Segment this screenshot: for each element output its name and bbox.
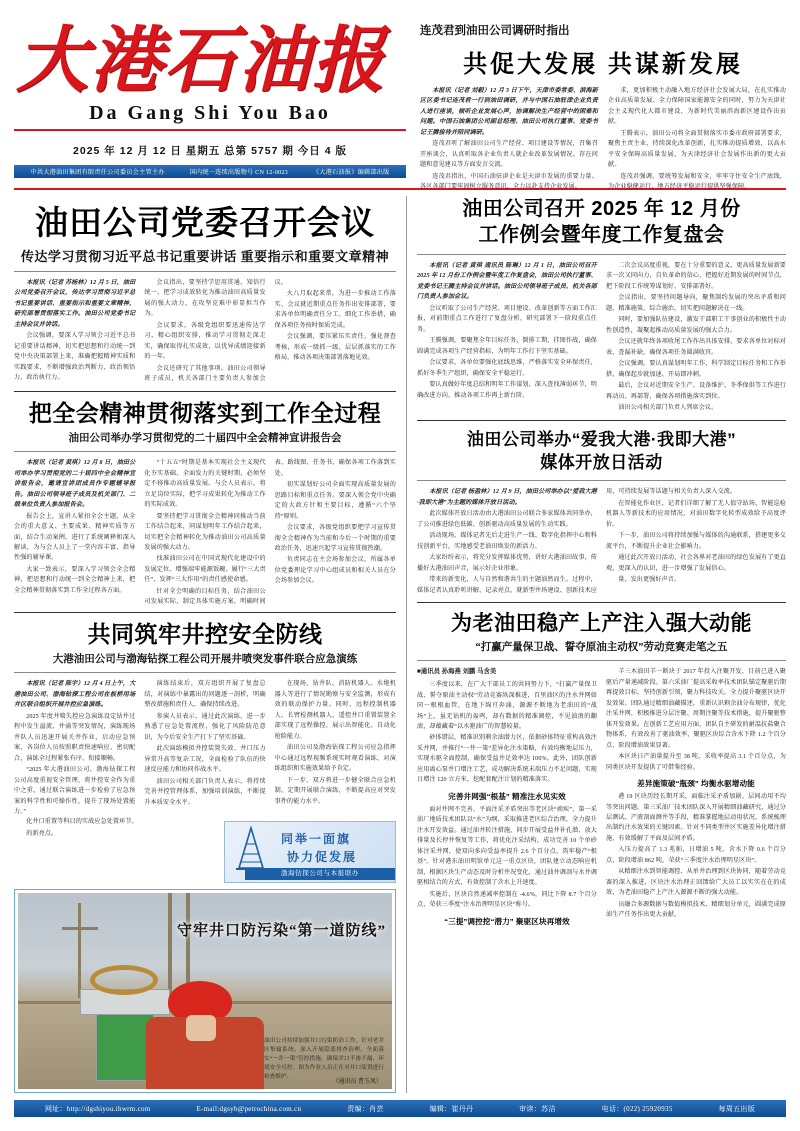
story-two <box>14 400 396 608</box>
paragraph: 报告会上，宣讲人紧扣全会主题，从全会的重大意义、主要成果、精神实质等方面，结合生动案例，进行了系统阐释和深入解读，为与会人员上了一堂内容丰富、指导性强的辅导课。 <box>14 513 136 562</box>
paragraph: 会议指出，要坚持学思用贯通、知信行统一，把学习成效转化为推动油田高质量发展的强大动力，在攻坚克难中彰显担当作为。 <box>144 279 266 318</box>
publisher-cn-number: 国内统一连续出版物号 CN 12-0023 <box>189 168 288 176</box>
paragraph: 会议还研究了其他事项。油田公司领导班子成员，机关各部门主要负责人参加会议。 <box>144 279 288 383</box>
story-six-headline: 为老油田稳产上产注入强大动能 <box>451 612 752 636</box>
oil-derrick-icon <box>230 826 272 870</box>
paragraph: 大家纷纷表示，将充分发挥媒体优势，讲好大港油田故事，传播好大港油田声音，展示好企业形象。 <box>417 555 597 572</box>
paragraph: 在智能化作业区，记者们详细了解了无人值守站场、智能巡检机器人等新技术的应用情况，对油田数字化转型成效给予高度评价。 <box>606 500 786 528</box>
story-six-subsection-title: “三提”调控挖“潜力” 聚驱区块再增效 <box>444 916 570 926</box>
paragraph: 会议要求，各单位要强化底线思维，严格落实安全环保责任，抓好冬季生产组织，确保安全平稳运行。 <box>417 360 597 377</box>
story-five-headline-1: 油田公司举办“爱我大港·我即大港” <box>466 429 737 449</box>
paragraph: 港 19 区块历经长期开采，面临注采矛盾加剧、层间动用不均等突出问题。第三采油厂技术团队深入开展精细油藏研究，通过分层测试、产液剖面测井等手段，精准掌握地层动用状况，系统梳理出制约注水效果的关键因素。针对不同类型井区实施差异化增注措施，有效缓解了平面及层间矛盾。 <box>606 794 786 842</box>
paragraph: 从精细注水到智能调控、从单井治理到区块协同，随着劳动竞赛的深入推进，区块注水治理正回馈给广大员工以实实在在的成效，为老油田稳产上产注入源源不断的强大动能。 <box>606 869 786 897</box>
paragraph: 会议要求，各级党组织要把学习宣传贯彻全会精神作为当前和今后一个时期的重要政治任务，迅速兴起学习宣传贯彻热潮。 <box>274 525 396 552</box>
story-six-subhead: “打赢产量保卫战、誓夺原油主动权”劳动竞赛走笔之五 <box>475 642 728 654</box>
paragraph: 王腾表示，油田公司将全面贯彻落实市委市政府部署要求，聚焦主责主业，持续深化改革创新，扎实推动提质增效，以高水平安全保障高质量发展，为天津经济社会发展作出新的更大贡献。 <box>608 130 786 169</box>
paragraph: 会议强调，要深入学习领会习近平总书记重要讲话精神，切实把思想和行动统一到党中央决策部署上来，准确把握精神实质和实践要求，不断增强政治判断力、政治领悟力、政治执行力。 <box>14 333 136 382</box>
utility-pole <box>168 893 172 1003</box>
story-three <box>14 621 396 884</box>
paragraph: 参演人员表示，通过此次演练，进一步熟悉了应急处置流程，强化了风险防范意识，为今后安全生产打下了坚实基础。 <box>144 713 266 741</box>
paragraph: 会议要求，各级党组织要迅速传达学习，精心组织安排，推动学习贯彻走深走实，确保取得扎实成效，以优异成绩迎接新的一年。 <box>144 322 266 361</box>
story-three-lead: 本报讯（记者 陈宇）12 月 4 日上午，大港油田公司、渤海钻探工程公司在板桥用场井区联合组织开展井控应急演练。 <box>14 681 136 709</box>
paragraph: 量，发出更强好声音。 <box>618 577 681 584</box>
paragraph: 油田公司相关部门负责人列席会议。 <box>618 405 718 412</box>
divider <box>14 672 396 673</box>
paragraph: “十五五”时期是基本实现社会主义现代化夯实基础、全面发力的关键时期，必须坚定不移推动高质量发展。与会人员表示，将立足岗位实际，把学习成果转化为推动工作的实际成效。 <box>144 460 266 509</box>
publisher-sponsor: 中共大港油田集团有限责任公司委员会主管主办 <box>30 168 165 176</box>
paragraph: 会议强调，要认真谋划明年工作，科学制定目标任务和工作举措，确保起步就加速、开局即冲刺。 <box>606 361 786 378</box>
main-content <box>14 196 786 1093</box>
story-five-lead: 本报讯（记者 杨盈林）12 月 9 日，油田公司举办以“爱我大港·我即大港”为主题的媒体开放日活动。 <box>417 489 597 506</box>
footer-website[interactable]: 网址：http://dgshiyou.ihwrm.com <box>44 1104 151 1113</box>
divider <box>417 480 786 481</box>
top-story-body <box>420 86 786 194</box>
paragraph: 连茂君听了解油田公司生产经营、项目建设等情况，召集召开座谈会，认真听取各企业负责人就企业改革发展情况、存在问题和意见建议等方面发言交流。 <box>420 141 598 169</box>
masthead-red-rule <box>14 129 406 131</box>
story-three-body <box>14 679 396 817</box>
paragraph: 油田公司及渤海钻探工程公司应急指挥中心通过远程视频系统实时观看演练，对演练组织和实施效果给予肯定。 <box>274 745 396 773</box>
paragraph: 火八月取起来常，为进一步推动工作落实，会议就近期重点任务作出安排部署，要求各单位明确责任分工、细化工作举措，确保各项任务按时保质完成。 <box>274 291 396 329</box>
photo-image <box>18 893 392 1089</box>
divider <box>14 612 396 613</box>
divider <box>417 254 786 255</box>
lead-story-headline: 油田公司党委召开会议 <box>35 204 375 241</box>
paragraph: 的新亮点。 <box>26 830 58 837</box>
newspaper-title-cn: 大港石油报 <box>16 21 387 101</box>
footer-phone: 电话：(022) 25920935 <box>601 1104 673 1113</box>
paragraph: 通过此次开放日活动，社会各界对老油田的绿色发展有了更直观、更深入的认识，进一步增强了发展信心。 <box>606 555 786 572</box>
story-five <box>417 429 786 597</box>
paragraph: 2025 年度井喷失控应急演练设定钻井过程中发生溢流、井涌等突发情况，演练现场井队人员迅速开展关井作业，启动应急预案，各岗位人员按照职责快速响应、密切配合，演练全过程紧张有序、衔接顺畅。 <box>14 713 136 762</box>
paragraph: 连茂君强调，要统筹发展和安全，牢牢守住安全生产底线，为企业稳健运行、地方经济平稳运行提供坚强保障。 <box>608 173 786 191</box>
publisher-editorial: 《大港石油报》编辑部出版 <box>312 168 390 176</box>
story-four-headline-2: 工作例会暨年度工作复盘会 <box>478 224 725 246</box>
story-five-headline-2: 媒体开放日活动 <box>540 452 663 472</box>
right-column <box>406 196 786 1093</box>
pole-crossarm <box>62 927 98 930</box>
worker-face <box>186 1015 216 1041</box>
paragraph: 此次演练模拟井控装置失效、井口压力异常升高等复杂工况，全面检验了队伍的快速反应能力和协同作战水平。 <box>144 746 266 774</box>
story-two-body <box>14 458 396 608</box>
story-four-body <box>417 261 786 414</box>
newspaper-title-pinyin: Da Gang Shi You Bao <box>89 101 331 124</box>
lead-story <box>14 204 396 385</box>
paragraph: 初实谋划好公司全面实现高质量发展的思路目标和重点任务。要深入领会党中央确定的大政方针和主要目标，遵循“六个坚持”原则。 <box>274 482 396 520</box>
paragraph: 实施后，区块自然递减率控制在 -4.6%，同比下降 8.7 个百分点，荣获三季度“注水治理明星区块”称号。 <box>417 891 597 909</box>
story-six-body <box>417 667 786 927</box>
divider <box>14 391 396 392</box>
paragraph: 此次媒体开放日活动由大港油田公司联合多家媒体共同举办，了公司推进绿色低碳、创新驱动高质量发展的生动实践。 <box>417 511 597 528</box>
photo-caption: 守牢井口防污染“第一道防线” <box>176 923 386 940</box>
footer-chief-editor: 责编：肖芸 <box>347 1104 384 1113</box>
story-six <box>417 611 786 927</box>
paragraph: “2025 年大港油田公司、渤海钻探工程公司高度重视安全管理，将井控安全作为重中之重，通过联合演练进一步检验了应急预案的科学性和可操作性，提升了现场处置能力。” <box>14 767 136 815</box>
story-four-lead: 本报讯（记者 黄琪 通讯员 陈琳）12 月 1 日，油田公司召开 2025 年 12 月份工作例会暨年度工作复盘会，油田公司执行董事、党委书记王腾主持会议并讲话。油田公司领导班子成员、机关各部门负责人参加会议。 <box>417 263 597 301</box>
footer-email[interactable]: E-mail:dgsyb@petrochina.com.cn <box>196 1104 302 1113</box>
story-two-headline: 把全会精神贯彻落实到工作全过程 <box>28 399 382 426</box>
paragraph: 连茂君指出，中国石油驻津企业是天津市发展的重要力量。各区各部门要牢固树立服务意识，全力以赴支持企业发展。 <box>420 173 598 191</box>
paragraph: 本区块日产油量提升至 38 吨，采收率提高 3.1 个百分点，为同类区块开发提供了可借鉴经验。 <box>606 754 786 771</box>
ad-sponsor: 渤海钻探公司与本报联办 <box>245 868 395 880</box>
paragraph: 找准油田公司在中国式现代化建设中的发展定位，增强端牢能源饭碗、履行“三大责任”、发挥“三大作用”的责任感使命感。 <box>144 556 266 584</box>
story-four-headline-1: 油田公司召开 2025 年 12 月份 <box>462 198 741 220</box>
story-three-headline: 共同筑牢井控安全防线 <box>87 620 323 647</box>
paragraph: 王腾强调，要聚焦全年目标任务，倒排工期、挂图作战，确保圆满完成各项生产经营指标，为明年工作打下坚实基础。 <box>417 338 597 355</box>
paragraph: 要坚持把学习贯彻全会精神同推动当前工作结合起来，同谋划明年工作结合起来，切实把全会精神转化为推动油田公司高质量发展的强大动力。 <box>144 513 266 551</box>
paragraph: 员融合多源数据与数值模拟技术，精细划分单元，圆满完成原油生产任务作出更大贡献。 <box>606 901 786 919</box>
footer-proofreader: 审读：苏洁 <box>519 1104 556 1113</box>
lead-story-subhead: 传达学习贯彻习近平总书记重要讲话 重要指示和重要文章精神 <box>20 248 390 264</box>
paragraph: 求，更加积极主动融入地方经济社会发展大局，在扎实推动企业高质量发展、全力保障国家能源安全的同时，努力为天津社会主义现代化大都市建设、为新时代美丽滨海新区建设作出贡献。 <box>608 88 786 126</box>
divider <box>417 602 786 603</box>
utility-pole <box>78 903 81 998</box>
paragraph: 大家一致表示，要深入学习领会全会精神，把思想和行动统一到全会精神上来，把全会精神贯彻落实到工作全过程各方面。 <box>14 566 136 594</box>
paragraph: 下一步，双方将进一步健全联合应急机制，定期开展联合演练，不断提高应对突发事件的能力水平。 <box>274 777 396 805</box>
footer-schedule: 每周五出版 <box>718 1104 756 1113</box>
paragraph: 三季度以来，在广大干部员工的共同努力下，“打赢产量保卫战、誓夺原油主动权”劳动竞赛纵深推进，百里油区的注水井网如同一根根血管，在地下绵亘奔涌，源源不断地为老油田的“战场”上，虽无钻机的轰鸣，却有数据的精准调控，不见油浪的翻滚，却蕴藏着“以水驱油广的智慧较量。 <box>417 682 597 731</box>
paragraph: 入压力提高了 1.3 兆帕，日增油 5 吨，含水下降 0.6 个百分点，阶段增油 862 吨，荣获“三季度注水治理明星区块”。 <box>606 847 786 864</box>
paragraph: 同时，要加强队伍建设，激发干部职工干事创业的积极性主动性创造性，凝聚起推动高质量发展的强大合力。 <box>606 317 786 334</box>
story-two-subhead: 油田公司举办学习贯彻党的二十届四中全会精神宣讲报告会 <box>68 433 342 445</box>
paragraph: 砂体错层，精准识别剩余油潜力区，依据砂体特征重构高效注采井网，并推行“一井一策”差异化注水策略，有效均衡地层压力，实现水驱全面控制，确保受益井足效率达 100%。此外，团队创新应用离心泵井口增注工艺，成功解决系统末端压力不足问题，实现日增注 120 立方米，挖配套配注计划的精准落实。 <box>417 735 597 784</box>
top-story-headline: 共促大发展 共谋新发展 <box>463 51 743 78</box>
paragraph: 要认真做好年度总结和明年工作谋划，深入查找薄弱环节，明确改进方向，推动各项工作再上新台阶。 <box>417 382 597 399</box>
left-column <box>14 196 406 1093</box>
paragraph: 负责同志在主会场参加会议，所属各单位党委理论学习中心组成员和相关人员在分会场参加会议。 <box>274 557 396 585</box>
advertisement-banner[interactable] <box>224 821 396 883</box>
story-six-subsection-title: 完善井网强“根基” 精准注水见实效 <box>448 791 566 801</box>
story-six-byline: ■通讯员 孙海燕 刘鹏 马含美 <box>417 668 497 676</box>
paragraph: 会议指出，要坚持问题导向，聚焦制约发展的突出矛盾和问题，精准施策、综合施治，切实把问题解决在一线。 <box>606 295 786 312</box>
top-story-lead: 本报讯（记者 刘毅）12 月 3 日下午，天津市委常委、滨海新区区委书记连茂君一行到油田调研，并与中国石油驻津企业负责人进行座谈，倾听企业发展心声，协调解决生产经营中的困难和问题。中国石油集团公司副总经理、油田公司执行董事、党委书记王腾接待并陪同调研。 <box>420 88 598 136</box>
paragraph: 会议还就年终各项收尾工作作出具体安排，要求各单位对标对表、查漏补缺，确保各项任务圆满收官。 <box>606 339 786 356</box>
story-four <box>417 196 786 414</box>
paragraph: 带来的新变化，人与自然和谐共生的主题油然而生。过程中，媒体记者认真聆听讲解、记录亮点，就新型井场建设、创新技术应用、可持续发展等话题与相关负责人深入交流。 <box>417 489 737 594</box>
paragraph: 在现场，钻井队、消防机器人、水炮机器人等进行了情况勘察与安全监测，形成有效的联动保护力量。同时，远程控制机器人、长臂检测机器人、遥控井口重置装置全部实现了远程操控，展示出智能化、自动化抢险能力。 <box>274 681 396 740</box>
paragraph: 化井口重置等科目的实战应急处置环节。 <box>26 819 138 826</box>
paragraph: 活动现场，媒体记者先后走进生产一线、数字化指挥中心和科技创新平台，实地感受老油田焕发的新活力。 <box>417 533 597 550</box>
paragraph: 下一步，油田公司将持续加强与媒体的沟通联系，搭建更多交流平台，不断提升企业社会影响力。 <box>606 533 786 550</box>
divider <box>14 271 396 272</box>
story-three-subhead: 大港油田公司与渤海钻探工程公司开展井喷突发事件联合应急演练 <box>52 654 358 666</box>
footer-editor: 编辑：崔丹丹 <box>429 1104 474 1113</box>
paragraph: 演练结束后，双方组织开展了复盘总结，对演练中暴露出的问题逐一剖析，明确整改措施和责任人，确保持续改进。 <box>144 681 266 709</box>
masthead-left <box>14 14 406 184</box>
feature-photo <box>14 889 396 1093</box>
paragraph: 会议听取了公司生产经营、项目建设、改革创新等方面工作汇报，对前期重点工作进行了复盘分析，研究部署下一阶段重点任务。 <box>417 305 597 333</box>
paragraph: 羊三木油田羊一断块于 2017 年投入注聚开发，目前已进入聚驱后产量递减阶段。第六采油厂提高采收率技术团队锚定聚驱后期再提效目标，坚持创新引领，聚力科技攻关，全力提升聚驱区块开发效果。团队通过精细油藏描述，重新认识剩余油分布规律，优化注采井网，积极推进分层注聚、周期注聚等技术措施，提升聚驱整体开发效果。在创新工艺应用方面，团队自主研发的耐温抗盐聚合物体系，有效改善了驱油效率，聚驱区块综合含水下降 1.2 个百分点，阶段增油效果显著。 <box>606 669 786 749</box>
ad-line-1: 同举一面旗 <box>281 832 352 847</box>
story-two-lead: 本报讯（记者 黄琪）12 月 8 日，油田公司举办学习贯彻党的二十届四中全会精神宣讲报告会，邀请宣讲团成员作专题辅导报告。油田公司领导班子成员及机关部门、二级单位负责人参加报告会。 <box>14 460 136 509</box>
divider <box>417 420 786 421</box>
top-story-kicker: 连茂君到油田公司调研时指出 <box>420 25 570 37</box>
lead-story-body <box>14 278 396 385</box>
photo-side-text: 油田公司持续加强井口污染防治工作，针对老井区集输系统，深入开展隐患排查治理，全面落实“一井一策”管控措施，确保井口不渗不漏、环境安全可控。图为作业人员正在对井口装置进行检查维护。 <box>264 1037 384 1080</box>
story-six-subsection-title: 差异施策破“瓶颈” 均衡水驱增动能 <box>637 779 755 788</box>
lead-story-lead: 本报讯（记者 苏杨林）12 月 5 日，油田公司党委召开会议，传达学习贯彻习近平总书记重要讲话、重要指示和重要文章精神，研究部署贯彻落实工作。油田公司党委书记主持会议并讲话。 <box>14 279 136 328</box>
paragraph: 最后，会议对近期安全生产、设备维护、冬季保供等工作进行再动员、再部署，确保各项措施落实到位。 <box>606 383 786 400</box>
paragraph: 面对井网不完善、平面注采矛盾突出等老区块“顽疾”，第一采油厂地质技术团队以“水”为纲，采取推进老区综合治理，全力提升注水开发效益。通过油井转注措施，同步开展受益井补孔潜、放大排量及长停井恢复等工作，将优化注采结构，成功完善 10 个单砂体注采井网，使双向多向受益率提升 2.6 个百分点，筑牢稳产“根基”。针对港东油田明馆单元这一重点区块，团队建立动态响应机制，根据区块生产动态及时分析井况变化，通过油井调剖与水井调驱相结合的方式，有效控制了含水上升速度。 <box>417 806 597 887</box>
paragraph: 二次会议高度重视，要在十分重要的意义、更高质量发展新要求一次又同向力，自负革命的信心，把握好近期发展的时间节点，把下阶段工作统筹谋划好、安排部署好。 <box>606 263 786 290</box>
masthead <box>14 14 786 191</box>
paragraph: 会议强调，要压紧压实责任，强化督查考核，形成一级抓一级、层层抓落实的工作格局，推动各项决策部署落地见效。 <box>274 334 396 362</box>
page-footer <box>14 1100 786 1117</box>
ad-line-2: 协力促发展 <box>287 850 358 865</box>
photo-credit: （通讯员 曹玉凤） <box>332 1079 382 1086</box>
story-five-body <box>417 487 786 596</box>
divider <box>14 451 396 452</box>
paragraph: 油田公司相关部门负责人表示，将持续完善井控管理体系，加强培训演练，不断提升本质安全水平。 <box>144 778 266 806</box>
divider <box>417 660 786 661</box>
paragraph: 针对全会明确的目标任务，结合油田公司发展实际，制定具体实施方案，明确时间表、路线图、任务书，确保各项工作落到实处。 <box>144 460 396 606</box>
masthead-publisher-bar <box>14 165 406 178</box>
masthead-right-story <box>406 14 786 191</box>
masthead-dateline: 2025 年 12 月 12 日 星期五 总第 5757 期 今日 4 版 <box>73 144 347 157</box>
